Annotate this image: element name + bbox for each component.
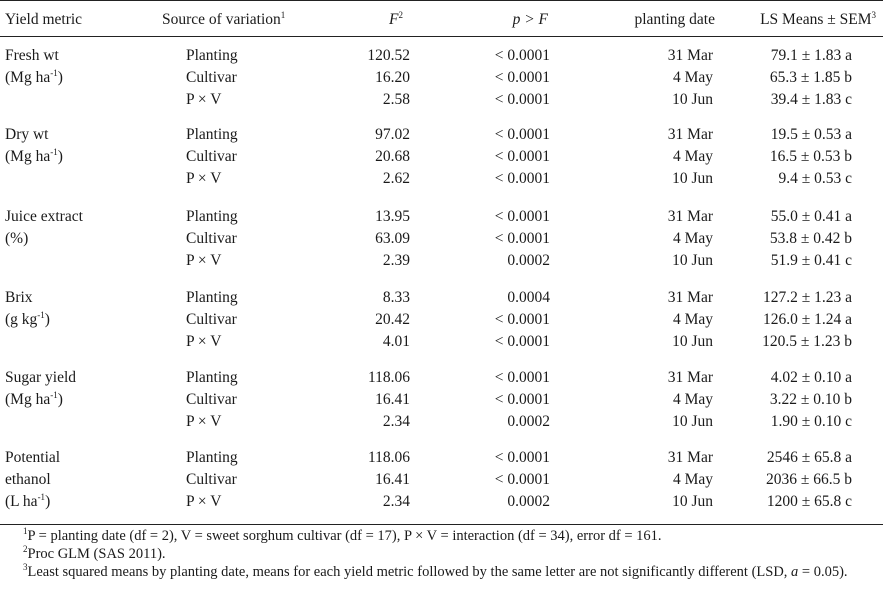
row-f-value: 20.68	[375, 148, 410, 165]
row-source: Cultivar	[186, 311, 237, 328]
row-f-value: 13.95	[375, 208, 410, 225]
header-rule	[0, 36, 883, 37]
row-ls-mean: 16.5 ± 0.53 b	[769, 148, 852, 165]
row-source: P × V	[186, 252, 222, 269]
bottom-rule	[0, 524, 883, 525]
row-ls-mean: 2546 ± 65.8 a	[766, 449, 852, 466]
top-rule	[0, 0, 883, 1]
table-row	[0, 309, 883, 331]
row-source: Planting	[186, 289, 238, 306]
table-row	[0, 168, 883, 190]
table-row	[0, 206, 883, 228]
row-metric: Juice extract	[5, 208, 83, 225]
table-row	[0, 389, 883, 411]
row-planting-date: 31 Mar	[667, 369, 713, 386]
table-row	[0, 491, 883, 513]
row-ls-mean: 120.5 ± 1.23 b	[762, 333, 852, 350]
row-p-value: < 0.0001	[494, 208, 550, 225]
row-p-value: < 0.0001	[494, 230, 550, 247]
row-source: Cultivar	[186, 391, 237, 408]
row-source: P × V	[186, 333, 222, 350]
header-p: p > F	[512, 11, 548, 28]
table-row	[0, 250, 883, 272]
row-source: Cultivar	[186, 148, 237, 165]
table-row	[0, 469, 883, 491]
header-yield-metric: Yield metric	[5, 11, 83, 28]
row-f-value: 2.34	[382, 493, 410, 510]
row-source: Cultivar	[186, 471, 237, 488]
row-source: Planting	[186, 208, 238, 225]
row-f-value: 16.41	[375, 471, 410, 488]
row-source: P × V	[186, 493, 222, 510]
row-planting-date: 4 May	[672, 471, 713, 488]
row-ls-mean: 1200 ± 65.8 c	[766, 493, 852, 510]
row-planting-date: 4 May	[672, 69, 713, 86]
row-planting-date: 31 Mar	[667, 208, 713, 225]
row-metric: (g $kg^{-1}$)	[5, 309, 50, 328]
table-row	[0, 367, 883, 389]
row-f-value: 2.58	[382, 91, 410, 108]
row-planting-date: 10 Jun	[672, 333, 713, 350]
row-metric: Dry wt	[5, 126, 49, 143]
row-source: Planting	[186, 126, 238, 143]
row-source: P × V	[186, 91, 222, 108]
row-p-value: < 0.0001	[494, 170, 550, 187]
unit-exponent: -1	[37, 309, 45, 320]
table-header	[0, 9, 883, 31]
row-source: Cultivar	[186, 69, 237, 86]
row-f-value: 16.41	[375, 391, 410, 408]
row-f-value: 4.01	[382, 333, 410, 350]
table-row	[0, 228, 883, 250]
header-ls-means: LS Means ± $SEM^3$	[760, 9, 876, 28]
row-ls-mean: 79.1 ± 1.83 a	[770, 47, 852, 64]
header-planting-date: planting date	[634, 11, 715, 28]
row-ls-mean: 55.0 ± 0.41 a	[770, 208, 852, 225]
row-p-value: < 0.0001	[494, 369, 550, 386]
row-metric: Fresh wt	[5, 47, 59, 64]
row-ls-mean: 2036 ± 66.5 b	[765, 471, 852, 488]
row-metric: Sugar yield	[5, 369, 77, 386]
row-p-value: 0.0002	[507, 413, 550, 430]
unit-exponent: -1	[50, 389, 58, 400]
header-source-sup: 1	[280, 9, 286, 20]
footnote-1: $^1$P = planting date (df = 2), V = sweet sorghum cultivar (df = 17), P × V = interaction (df = 34), error df = 161.	[23, 526, 662, 544]
row-metric: ethanol	[5, 471, 51, 488]
row-p-value: < 0.0001	[494, 449, 550, 466]
row-planting-date: 10 Jun	[672, 252, 713, 269]
row-f-value: 2.39	[382, 252, 410, 269]
row-metric: (L $ha^{-1}$)	[5, 491, 51, 510]
row-p-value: 0.0002	[507, 493, 550, 510]
table-row	[0, 45, 883, 67]
row-planting-date: 31 Mar	[667, 47, 713, 64]
row-source: Cultivar	[186, 230, 237, 247]
row-p-value: < 0.0001	[494, 391, 550, 408]
header-f: $F^2$	[389, 9, 403, 28]
footnote-2: $^2$Proc GLM (SAS 2011).	[23, 544, 166, 562]
row-source: Planting	[186, 369, 238, 386]
row-f-value: 120.52	[367, 47, 410, 64]
row-f-value: 118.06	[367, 369, 410, 386]
unit-exponent: -1	[50, 67, 58, 78]
table-row	[0, 89, 883, 111]
row-f-value: 16.20	[375, 69, 410, 86]
row-ls-mean: 3.22 ± 0.10 b	[769, 391, 852, 408]
row-f-value: 97.02	[375, 126, 410, 143]
row-planting-date: 10 Jun	[672, 91, 713, 108]
unit-exponent: -1	[50, 146, 58, 157]
row-ls-mean: 39.4 ± 1.83 c	[770, 91, 852, 108]
row-ls-mean: 65.3 ± 1.85 b	[769, 69, 852, 86]
row-ls-mean: 1.90 ± 0.10 c	[770, 413, 852, 430]
header-ls-sup: 3	[871, 9, 876, 20]
row-metric: (Mg $ha^{-1}$)	[5, 67, 63, 86]
row-f-value: 63.09	[375, 230, 410, 247]
row-source: Planting	[186, 449, 238, 466]
table-row	[0, 146, 883, 168]
row-metric: (Mg $ha^{-1}$)	[5, 389, 63, 408]
header-f-sup: 2	[398, 9, 403, 20]
table-row	[0, 331, 883, 353]
row-ls-mean: 9.4 ± 0.53 c	[778, 170, 852, 187]
row-f-value: 118.06	[367, 449, 410, 466]
table-row	[0, 67, 883, 89]
row-planting-date: 4 May	[672, 230, 713, 247]
row-planting-date: 10 Jun	[672, 170, 713, 187]
row-p-value: < 0.0001	[494, 126, 550, 143]
table-row	[0, 447, 883, 469]
table-row	[0, 287, 883, 309]
row-source: P × V	[186, 413, 222, 430]
row-planting-date: 31 Mar	[667, 289, 713, 306]
row-p-value: < 0.0001	[494, 69, 550, 86]
row-p-value: 0.0002	[507, 252, 550, 269]
row-p-value: < 0.0001	[494, 333, 550, 350]
row-p-value: < 0.0001	[494, 471, 550, 488]
row-p-value: < 0.0001	[494, 148, 550, 165]
row-ls-mean: 19.5 ± 0.53 a	[770, 126, 852, 143]
row-f-value: 20.42	[375, 311, 410, 328]
row-planting-date: 10 Jun	[672, 413, 713, 430]
row-planting-date: 4 May	[672, 391, 713, 408]
row-metric: (Mg $ha^{-1}$)	[5, 146, 63, 165]
row-p-value: < 0.0001	[494, 47, 550, 64]
unit-exponent: -1	[37, 491, 46, 502]
row-metric: Potential	[5, 449, 61, 466]
row-f-value: 2.34	[382, 413, 410, 430]
row-ls-mean: 4.02 ± 0.10 a	[770, 369, 852, 386]
row-p-value: < 0.0001	[494, 311, 550, 328]
row-ls-mean: 127.2 ± 1.23 a	[762, 289, 852, 306]
row-source: Planting	[186, 47, 238, 64]
row-ls-mean: 126.0 ± 1.24 a	[762, 311, 852, 328]
row-metric: Brix	[5, 289, 33, 306]
table-row	[0, 124, 883, 146]
row-planting-date: 31 Mar	[667, 449, 713, 466]
row-planting-date: 10 Jun	[672, 493, 713, 510]
row-planting-date: 4 May	[672, 311, 713, 328]
table-row	[0, 411, 883, 433]
header-source: Source of variation$^1$	[162, 9, 286, 28]
row-planting-date: 4 May	[672, 148, 713, 165]
row-f-value: 8.33	[382, 289, 410, 306]
footnote-3: $^3$Least squared means by planting date, means for each yield metric followed by the same letter are not significantly different (LSD, a = 0.05).	[23, 562, 848, 580]
row-ls-mean: 51.9 ± 0.41 c	[770, 252, 852, 269]
row-p-value: < 0.0001	[494, 91, 550, 108]
row-source: P × V	[186, 170, 222, 187]
row-metric: (%)	[5, 230, 29, 247]
row-f-value: 2.62	[382, 170, 410, 187]
row-p-value: 0.0004	[507, 289, 550, 306]
row-planting-date: 31 Mar	[667, 126, 713, 143]
row-ls-mean: 53.8 ± 0.42 b	[769, 230, 852, 247]
